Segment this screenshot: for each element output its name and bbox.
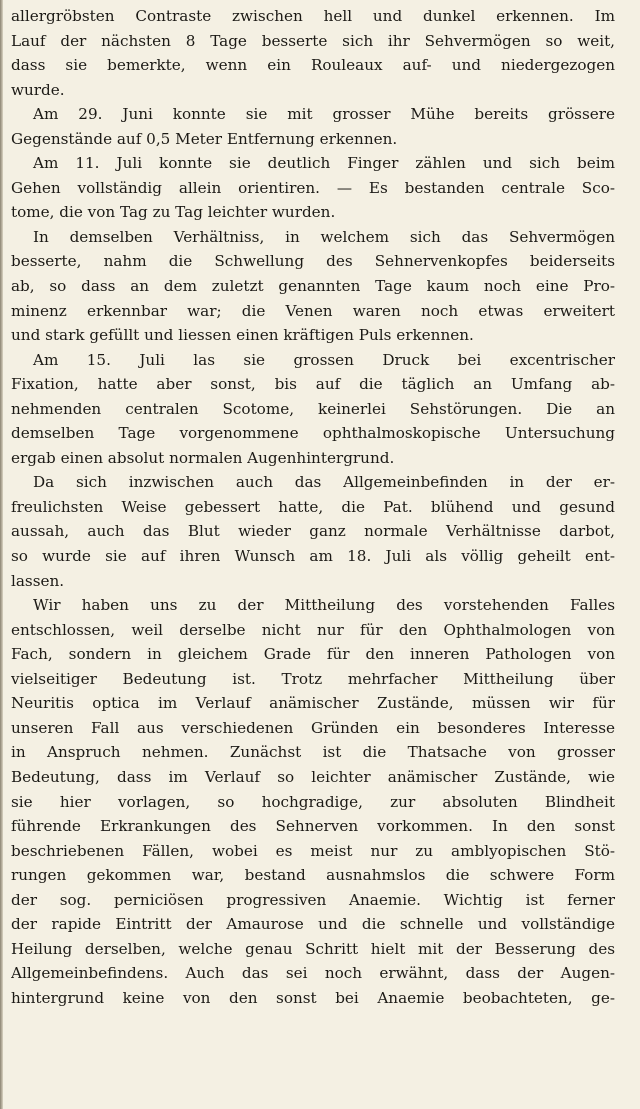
text-line: nehmenden centralen Scotome, keinerlei Sehstörungen. Die an <box>11 399 615 418</box>
text-line: in Anspruch nehmen. Zunächst ist die Thatsache von grosser <box>11 743 615 762</box>
text-line: führende Erkrankungen des Sehnerven vorkommen. In den sonst <box>11 817 615 836</box>
text-line: hintergrund keine von den sonst bei Anaemie beobachteten, ge- <box>11 988 615 1007</box>
text-line: Am 11. Juli konnte sie deutlich Finger zählen und sich beim <box>33 154 615 173</box>
text-line: demselben Tage vorgenommene ophthalmoskopische Untersuchung <box>11 424 615 443</box>
text-line: Gegenstände auf 0,5 Meter Entfernung erkennen. <box>11 129 398 148</box>
text-line: Fixation, hatte aber sonst, bis auf die täglich an Umfang ab- <box>11 375 615 394</box>
text-line: In demselben Verhältniss, in welchem sich das Sehvermögen <box>33 227 615 246</box>
text-line: Fach, sondern in gleichem Grade für den inneren Pathologen von <box>11 645 615 664</box>
body-text <box>11 4 615 1010</box>
text-line: der rapide Eintritt der Amaurose und die schnelle und vollständige <box>11 915 615 934</box>
text-line: dass sie bemerkte, wenn ein Rouleaux auf- und niedergezogen <box>11 56 615 75</box>
text-line: beschriebenen Fällen, wobei es meist nur zu amblyopischen Stö- <box>11 841 615 860</box>
text-line: tome, die von Tag zu Tag leichter wurden. <box>11 203 336 222</box>
text-line: unseren Fall aus verschiedenen Gründen ein besonderes Interesse <box>11 718 615 737</box>
text-line: rungen gekommen war, bestand ausnahmslos die schwere Form <box>11 866 615 885</box>
text-line: Gehen vollständig allein orientiren. — Es bestanden centrale Sco- <box>11 178 615 197</box>
page-binding-edge <box>0 0 3 1109</box>
text-line: Da sich inzwischen auch das Allgemeinbefinden in der er- <box>33 473 615 492</box>
text-line: sie hier vorlagen, so hochgradige, zur absoluten Blindheit <box>11 792 615 811</box>
text-line: Wir haben uns zu der Mittheilung des vorstehenden Falles <box>33 596 615 615</box>
text-line: Am 29. Juni konnte sie mit grosser Mühe bereits grössere <box>33 105 615 124</box>
text-line: so wurde sie auf ihren Wunsch am 18. Juli als völlig geheilt ent- <box>11 547 615 566</box>
text-line: Lauf der nächsten 8 Tage besserte sich ihr Sehvermögen so weit, <box>11 31 615 50</box>
text-line: entschlossen, weil derselbe nicht nur für den Ophthalmologen von <box>11 620 615 639</box>
text-line: ab, so dass an dem zuletzt genannten Tage kaum noch eine Pro- <box>11 277 615 296</box>
text-line: freulichsten Weise gebessert hatte, die Pat. blühend und gesund <box>11 497 615 516</box>
text-line: Bedeutung, dass im Verlauf so leichter anämischer Zustände, wie <box>11 767 615 786</box>
text-line: minenz erkennbar war; die Venen waren noch etwas erweitert <box>11 301 615 320</box>
text-line: aussah, auch das Blut wieder ganz normale Verhältnisse darbot, <box>11 522 615 541</box>
text-line: und stark gefüllt und liessen einen kräftigen Puls erkennen. <box>11 326 474 345</box>
text-line: Heilung derselben, welche genau Schritt hielt mit der Besserung des <box>11 939 615 958</box>
text-line: vielseitiger Bedeutung ist. Trotz mehrfacher Mittheilung über <box>11 669 615 688</box>
text-line: lassen. <box>11 571 65 590</box>
text-line: allergröbsten Contraste zwischen hell und dunkel erkennen. Im <box>11 7 615 25</box>
text-line: besserte, nahm die Schwellung des Sehnervenkopfes beiderseits <box>11 252 615 271</box>
text-line: wurde. <box>11 80 65 99</box>
text-line: Neuritis optica im Verlauf anämischer Zustände, müssen wir für <box>11 694 615 713</box>
text-line: Allgemeinbefindens. Auch das sei noch erwähnt, dass der Augen- <box>11 964 615 983</box>
text-line: der sog. perniciösen progressiven Anaemie. Wichtig ist ferner <box>11 890 615 909</box>
text-line: Am 15. Juli las sie grossen Druck bei excentrischer <box>33 350 615 369</box>
text-line: ergab einen absolut normalen Augenhintergrund. <box>11 448 395 467</box>
